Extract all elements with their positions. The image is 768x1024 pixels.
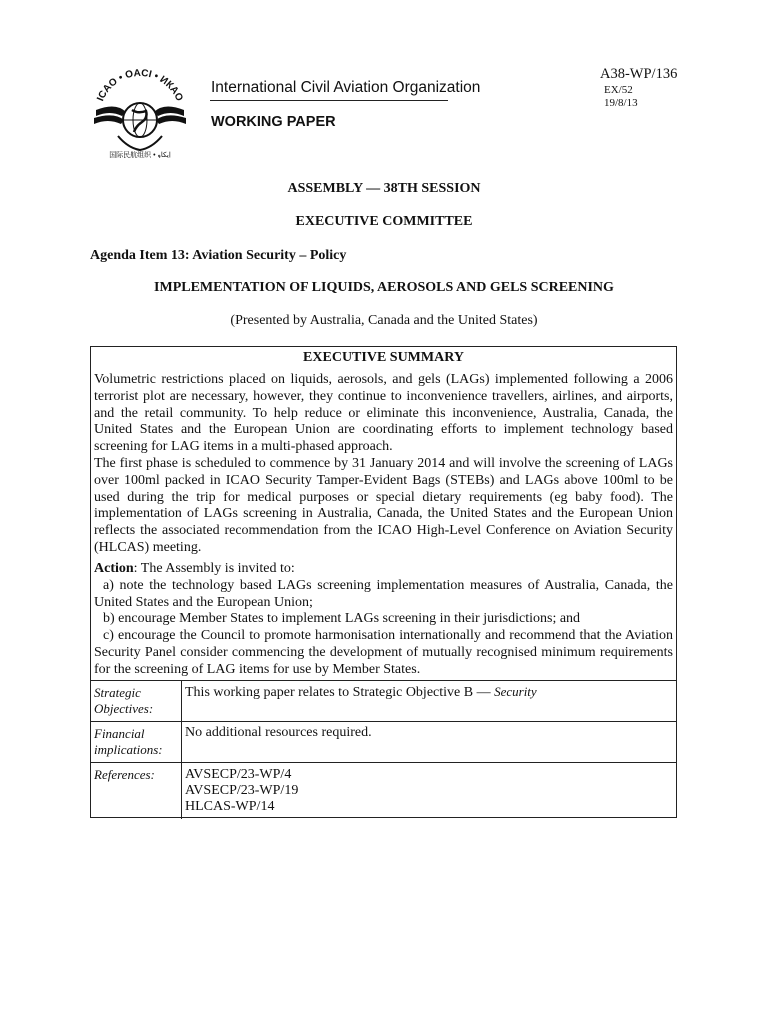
summary-paragraph: Volumetric restrictions placed on liquids, aerosols, and gels (LAGs) implemented following a 2006 terrorist plot are necessary, however, they continue to inconvenience travellers, airlines, and airports, and the retail community. To help reduce or eliminate this inconvenience, Australia, Canada, the United States and the European Union are coordinating efforts to implement technology based screening for LAG items in a multi-phased approach.: [94, 372, 673, 455]
document-reference: [604, 84, 638, 110]
document-ex-number: EX/52: [604, 84, 633, 96]
working-paper-label: WORKING PAPER: [211, 114, 336, 130]
action-item-a: a) note the technology based LAGs screening implementation measures of Australia, Canada, the United States and the European Union;: [94, 577, 673, 610]
logo-lettering: ICAO • OACI • ИКАО: [95, 67, 185, 104]
paper-subject-title: IMPLEMENTATION OF LIQUIDS, AEROSOLS AND GELS SCREENING: [154, 280, 614, 295]
column-divider: [181, 680, 182, 819]
icao-emblem-logo: [88, 66, 192, 158]
document-date: 19/8/13: [604, 97, 638, 109]
row-divider: [91, 721, 676, 722]
row-divider: [91, 680, 676, 681]
label-line: Strategic: [94, 685, 141, 700]
executive-summary-heading: EXECUTIVE SUMMARY: [303, 350, 464, 365]
executive-summary-text: [94, 372, 673, 557]
organization-underline: [210, 100, 448, 101]
executive-summary-box: [90, 346, 677, 818]
strategic-objective-security: Security: [494, 684, 537, 699]
reference-item: HLCAS-WP/14: [185, 799, 275, 814]
strategic-objectives-value: [185, 684, 665, 701]
references-label: References:: [94, 767, 155, 782]
reference-item: AVSECP/23-WP/4: [185, 767, 292, 782]
financial-implications-label: [94, 726, 178, 758]
document-code: A38-WP/136: [600, 66, 678, 82]
svg-text:ICAO • OACI • ИКАО: [95, 68, 185, 103]
label-line: Financial: [94, 726, 145, 741]
assembly-session-heading: ASSEMBLY — 38TH SESSION: [287, 181, 481, 196]
presented-by: (Presented by Australia, Canada and the United States): [230, 313, 538, 328]
label-line: Objectives:: [94, 701, 154, 716]
strategic-objective-text: This working paper relates to Strategic Objective B —: [185, 685, 495, 700]
organization-name: International Civil Aviation Organization: [211, 79, 481, 96]
financial-implications-value: No additional resources required.: [185, 725, 372, 740]
strategic-objectives-label: [94, 685, 178, 717]
row-divider: [91, 762, 676, 763]
action-label: Action: [94, 561, 134, 576]
action-section: [94, 561, 673, 679]
action-item-c: c) encourage the Council to promote harmonisation internationally and recommend that the Aviation Security Panel consider commencing the development of mutually recognised minimum requirements for the screening of LAG items for use by Member States.: [94, 628, 673, 677]
committee-heading: EXECUTIVE COMMITTEE: [295, 214, 473, 229]
label-line: implications:: [94, 742, 163, 757]
action-intro-text: : The Assembly is invited to:: [133, 561, 295, 576]
agenda-item: Agenda Item 13: Aviation Security – Policy: [90, 248, 347, 263]
action-intro: [94, 561, 673, 578]
action-item-b: b) encourage Member States to implement LAGs screening in their jurisdictions; and: [103, 611, 581, 627]
svg-text:国际民航组织 • إيكاو: 国际民航组织 • إيكاو: [109, 152, 171, 158]
reference-item: AVSECP/23-WP/19: [185, 783, 299, 798]
references-list: [185, 767, 665, 815]
summary-paragraph: The first phase is scheduled to commence by 31 January 2014 and will involve the screening of LAGs over 100ml packed in ICAO Security Tamper-Evident Bags (STEBs) and LAGs above 100ml to be used during the trip for medical purposes or special dietary requirements (eg baby food). The implementation of LAGs screening in Australia, Canada, the United States and the European Union reflects the associated recommendation from the ICAO High-Level Conference on Aviation Security (HLCAS) meeting.: [94, 455, 673, 555]
